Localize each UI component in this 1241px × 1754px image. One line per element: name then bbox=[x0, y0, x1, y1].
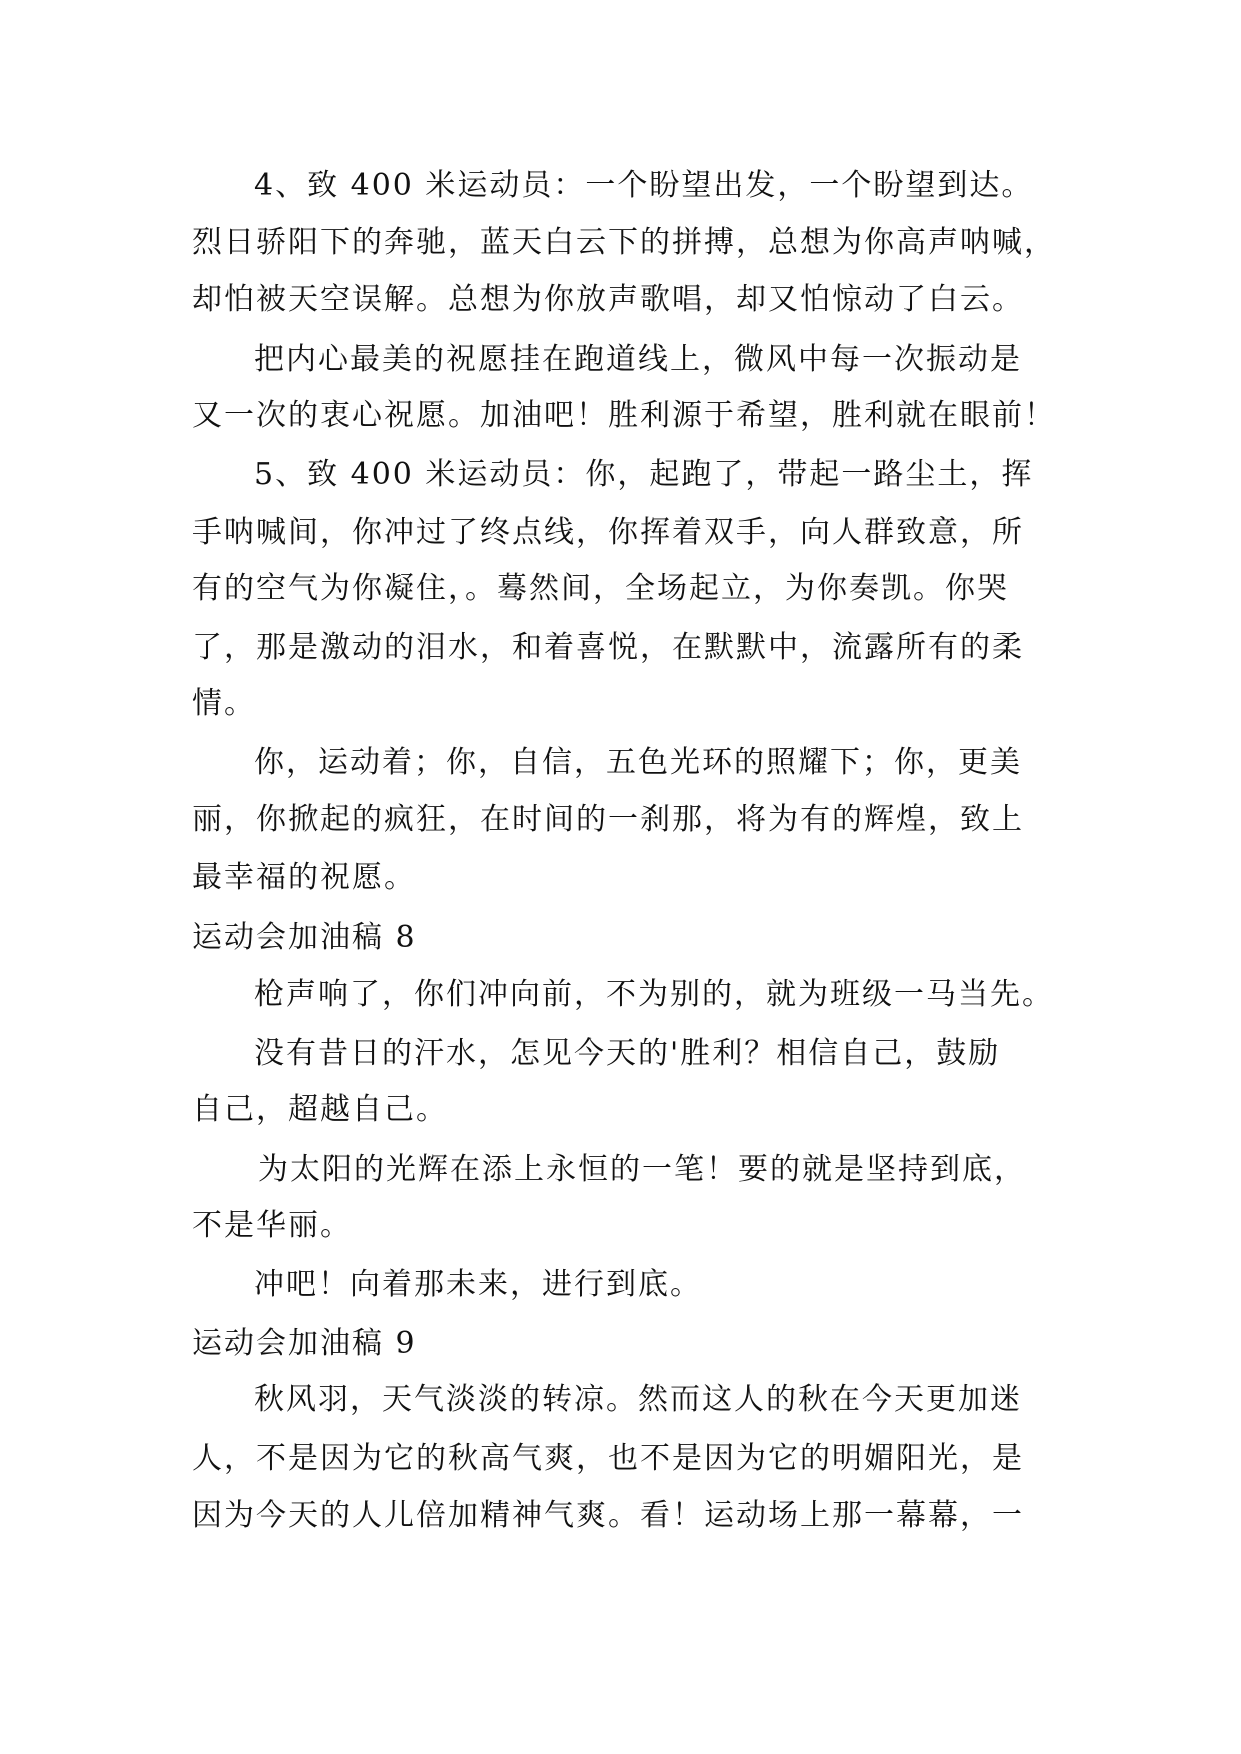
paragraph-line: 手呐喊间，你冲过了终点线，你挥着双手，向人群致意，所 bbox=[192, 515, 1024, 550]
paragraph-line: 人，不是因为它的秋高气爽，也不是因为它的明媚阳光，是 bbox=[192, 1441, 1024, 1476]
paragraph-line: 了，那是激动的泪水，和着喜悦，在默默中，流露所有的柔 bbox=[192, 630, 1024, 665]
paragraph-line: 最幸福的祝愿。 bbox=[192, 860, 416, 895]
paragraph-line: 有的空气为你凝住，。蓦然间，全场起立，为你奏凯。你哭 bbox=[192, 571, 1009, 606]
paragraph-line: 自己，超越自己。 bbox=[192, 1092, 448, 1127]
paragraph-line: 为太阳的光辉在添上永恒的一笔！要的就是坚持到底， bbox=[258, 1152, 1026, 1187]
paragraph-line: 丽，你掀起的疯狂，在时间的一刹那，将为有的辉煌，致上 bbox=[192, 802, 1024, 837]
paragraph-line: 5、致 400 米运动员：你，起跑了，带起一路尘土，挥 bbox=[254, 457, 1034, 492]
paragraph-line: 枪声响了，你们冲向前，不为别的，就为班级一马当先。 bbox=[254, 977, 1054, 1012]
paragraph-line: 把内心最美的祝愿挂在跑道线上，微风中每一次振动是 bbox=[254, 342, 1022, 377]
paragraph-line: 不是华丽。 bbox=[192, 1208, 352, 1243]
paragraph-line: 情。 bbox=[192, 686, 256, 721]
paragraph-line: 秋风羽，天气淡淡的转凉。然而这人的秋在今天更加迷 bbox=[254, 1382, 1022, 1417]
paragraph-line: 你，运动着；你，自信，五色光环的照耀下；你，更美 bbox=[254, 745, 1022, 780]
paragraph-line: 冲吧！向着那未来，进行到底。 bbox=[254, 1267, 702, 1302]
paragraph-line: 烈日骄阳下的奔驰，蓝天白云下的拼搏，总想为你高声呐喊， bbox=[192, 225, 1056, 260]
section-heading: 运动会加油稿 9 bbox=[192, 1326, 417, 1361]
section-heading: 运动会加油稿 8 bbox=[192, 920, 417, 955]
paragraph-line: 又一次的衷心祝愿。加油吧！胜利源于希望，胜利就在眼前！ bbox=[192, 398, 1056, 433]
paragraph-line: 4、致 400 米运动员：一个盼望出发，一个盼望到达。 bbox=[254, 168, 1034, 203]
paragraph-line: 却怕被天空误解。总想为你放声歌唱，却又怕惊动了白云。 bbox=[192, 282, 1024, 317]
paragraph-line: 没有昔日的汗水，怎见今天的'胜利？相信自己，鼓励 bbox=[254, 1036, 1001, 1071]
paragraph-line: 因为今天的人儿倍加精神气爽。看！运动场上那一幕幕，一 bbox=[192, 1498, 1024, 1533]
